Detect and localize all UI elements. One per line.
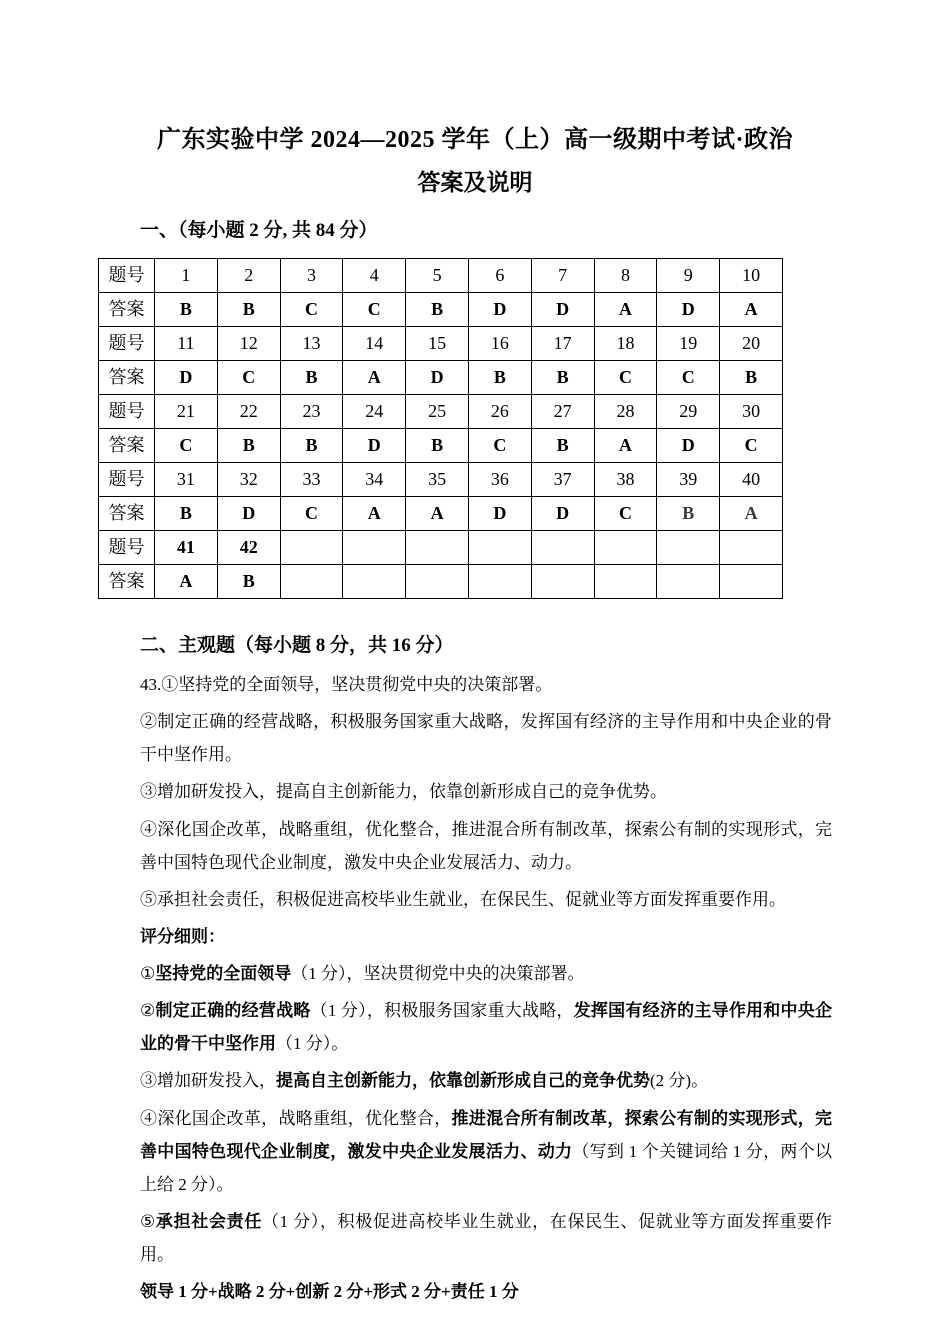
answer-cell: A xyxy=(406,497,469,531)
question-number-cell: 42 xyxy=(217,531,280,565)
answer-cell: C xyxy=(155,429,218,463)
rule-plain-run: （1 分），积极促进高校毕业生就业，在保民生、促就业等方面发挥重要作用。 xyxy=(140,1212,832,1265)
question-number-cell: 1 xyxy=(155,259,218,293)
answer-cell: D xyxy=(468,293,531,327)
answer-point: 43.①坚持党的全面领导，坚决贯彻党中央的决策部署。 xyxy=(140,674,553,694)
answer-cell: A xyxy=(720,293,783,327)
table-row xyxy=(99,361,783,395)
question-number-cell: 15 xyxy=(406,327,469,361)
row-label-answer: 答案 xyxy=(99,565,155,599)
question-number-cell: 26 xyxy=(468,395,531,429)
answer-point: ⑤承担社会责任，积极促进高校毕业生就业，在保民生、促就业等方面发挥重要作用。 xyxy=(140,889,786,909)
rule-marker: ① xyxy=(140,964,156,984)
table-row xyxy=(99,463,783,497)
question-number-cell: 16 xyxy=(468,327,531,361)
question-number-cell: 12 xyxy=(217,327,280,361)
answer-table-container xyxy=(0,244,950,599)
answer-cell: B xyxy=(155,293,218,327)
question-number-cell: 6 xyxy=(468,259,531,293)
question-number-cell xyxy=(280,531,343,565)
question-number-cell: 19 xyxy=(657,327,720,361)
rule-plain-run: （写到 1 个关键词给 1 分，两个以上给 2 分）。 xyxy=(140,1141,833,1194)
rule-marker: ② xyxy=(140,1001,156,1021)
grading-rule xyxy=(140,1064,832,1101)
answer-cell: B xyxy=(406,293,469,327)
question-number-cell: 25 xyxy=(406,395,469,429)
rule-bold-run: 制定正确的经营战略 xyxy=(155,1001,311,1021)
rule-bold-run: 推进混合所有制改革，探索公有制的实现形式，完善中国特色现代企业制度，激发中央企业发展活力、动力 xyxy=(140,1108,833,1161)
row-label-answer: 答案 xyxy=(99,497,155,531)
table-row xyxy=(99,327,783,361)
answer-cell: B xyxy=(720,361,783,395)
answer-cell: B xyxy=(217,293,280,327)
question-number-cell: 29 xyxy=(657,395,720,429)
question-number-cell: 24 xyxy=(343,395,406,429)
answer-cell xyxy=(657,565,720,599)
question-number-cell: 31 xyxy=(155,463,218,497)
grading-rule xyxy=(140,957,832,994)
answer-cell: C xyxy=(657,361,720,395)
rule-plain-run: （1 分），积极服务国家重大战略， xyxy=(310,1001,574,1021)
answer-cell xyxy=(720,565,783,599)
answer-cell xyxy=(343,565,406,599)
question-number-cell: 4 xyxy=(343,259,406,293)
question-number-cell xyxy=(468,531,531,565)
grading-rule xyxy=(140,994,832,1064)
question-number-cell: 9 xyxy=(657,259,720,293)
question-number-cell: 3 xyxy=(280,259,343,293)
question-number-cell: 20 xyxy=(720,327,783,361)
answer-cell: D xyxy=(657,293,720,327)
question-number-cell: 34 xyxy=(343,463,406,497)
row-label-question: 题号 xyxy=(99,463,155,497)
answer-cell: C xyxy=(594,361,657,395)
answer-cell: B xyxy=(217,565,280,599)
answer-cell xyxy=(531,565,594,599)
rule-plain-run: （1 分）。 xyxy=(276,1034,349,1054)
answer-cell: C xyxy=(343,293,406,327)
question-number-cell: 38 xyxy=(594,463,657,497)
rule-plain-run: (2 分)。 xyxy=(650,1071,709,1091)
answer-cell xyxy=(594,565,657,599)
question-number-cell: 41 xyxy=(155,531,218,565)
question-number-cell xyxy=(720,531,783,565)
answer-cell: D xyxy=(531,293,594,327)
answer-points-list xyxy=(140,668,832,920)
answer-cell: B xyxy=(531,361,594,395)
question-number-cell: 17 xyxy=(531,327,594,361)
answer-cell: D xyxy=(406,361,469,395)
table-row xyxy=(99,259,783,293)
answer-cell: C xyxy=(280,293,343,327)
question-number-cell: 21 xyxy=(155,395,218,429)
question-number-cell: 32 xyxy=(217,463,280,497)
rule-bold-run: 坚持党的全面领导 xyxy=(155,964,292,984)
answer-cell: A xyxy=(720,497,783,531)
row-label-answer: 答案 xyxy=(99,361,155,395)
answer-cell xyxy=(406,565,469,599)
table-row xyxy=(99,565,783,599)
question-number-cell: 33 xyxy=(280,463,343,497)
question-number-cell: 39 xyxy=(657,463,720,497)
answer-cell: B xyxy=(280,361,343,395)
row-label-question: 题号 xyxy=(99,395,155,429)
rule-marker: ④ xyxy=(140,1108,158,1128)
question-number-cell: 2 xyxy=(217,259,280,293)
answer-cell: B xyxy=(657,497,720,531)
question-number-cell: 8 xyxy=(594,259,657,293)
question-number-cell xyxy=(594,531,657,565)
answer-cell: C xyxy=(280,497,343,531)
rule-plain-run: 深化国企改革，战略重组，优化整合， xyxy=(157,1108,452,1128)
question-number-cell: 10 xyxy=(720,259,783,293)
subjective-answer-body xyxy=(0,660,950,1313)
question-number-cell: 5 xyxy=(406,259,469,293)
question-number-cell: 27 xyxy=(531,395,594,429)
page-subtitle: 答案及说明 xyxy=(417,170,533,195)
answer-cell: D xyxy=(468,497,531,531)
answer-cell: B xyxy=(531,429,594,463)
question-number-cell: 30 xyxy=(720,395,783,429)
answer-cell: D xyxy=(343,429,406,463)
question-number-cell: 13 xyxy=(280,327,343,361)
grading-rule xyxy=(140,1205,832,1275)
row-label-question: 题号 xyxy=(99,531,155,565)
grading-rules-list xyxy=(140,957,832,1275)
answer-cell: B xyxy=(280,429,343,463)
table-row xyxy=(99,531,783,565)
page-title: 广东实验中学 2024—2025 学年（上）高一级期中考试·政治 xyxy=(156,127,793,153)
rule-marker: ⑤ xyxy=(140,1212,156,1232)
table-row xyxy=(99,497,783,531)
answer-cell: A xyxy=(594,293,657,327)
grading-rule xyxy=(140,1102,832,1205)
rule-plain-run: 增加研发投入， xyxy=(157,1071,276,1091)
answer-cell: C xyxy=(594,497,657,531)
rule-bold-run: 提高自主创新能力，依靠创新形成自己的竞争优势 xyxy=(276,1071,650,1091)
grading-rules-label: 评分细则： xyxy=(140,926,225,946)
question-number-cell: 14 xyxy=(343,327,406,361)
answer-point: ②制定正确的经营战略，积极服务国家重大战略，发挥国有经济的主导作用和中央企业的骨干中坚作用。 xyxy=(140,712,832,765)
question-number-cell: 11 xyxy=(155,327,218,361)
answer-cell: A xyxy=(594,429,657,463)
question-number-cell: 37 xyxy=(531,463,594,497)
question-number-cell xyxy=(657,531,720,565)
answer-cell: B xyxy=(468,361,531,395)
question-number-cell xyxy=(343,531,406,565)
answer-cell: B xyxy=(217,429,280,463)
section-two-heading: 二、主观题（每小题 8 分，共 16 分） xyxy=(140,635,454,657)
answer-cell: C xyxy=(217,361,280,395)
answer-cell: B xyxy=(155,497,218,531)
question-number-cell: 7 xyxy=(531,259,594,293)
table-row xyxy=(99,395,783,429)
table-row xyxy=(99,293,783,327)
row-label-answer: 答案 xyxy=(99,293,155,327)
rule-bold-run: 发挥国有经济的主导作用和中央企业的骨干中坚作用 xyxy=(140,1001,833,1054)
rule-plain-run: （1 分），坚决贯彻党中央的决策部署。 xyxy=(291,964,585,984)
answer-point: ③增加研发投入，提高自主创新能力，依靠创新形成自己的竞争优势。 xyxy=(140,782,667,802)
question-number-cell: 22 xyxy=(217,395,280,429)
answer-point: ④深化国企改革，战略重组，优化整合，推进混合所有制改革，探索公有制的实现形式，完善中国特色现代企业制度，激发中央企业发展活力、动力。 xyxy=(140,819,832,872)
answer-cell: A xyxy=(343,361,406,395)
question-number-cell: 40 xyxy=(720,463,783,497)
question-number-cell: 36 xyxy=(468,463,531,497)
answer-cell: D xyxy=(217,497,280,531)
row-label-question: 题号 xyxy=(99,259,155,293)
objective-answer-table xyxy=(98,258,783,599)
answer-cell: D xyxy=(155,361,218,395)
rule-bold-run: 承担社会责任 xyxy=(155,1212,262,1232)
answer-cell xyxy=(280,565,343,599)
answer-cell: D xyxy=(657,429,720,463)
answer-cell xyxy=(468,565,531,599)
question-number-cell: 23 xyxy=(280,395,343,429)
question-number-cell xyxy=(406,531,469,565)
answer-cell: A xyxy=(343,497,406,531)
answer-table-body xyxy=(99,259,783,599)
answer-cell: D xyxy=(531,497,594,531)
answer-cell: B xyxy=(406,429,469,463)
table-row xyxy=(99,429,783,463)
question-number-cell: 18 xyxy=(594,327,657,361)
answer-cell: A xyxy=(155,565,218,599)
rule-marker: ③ xyxy=(140,1071,157,1091)
answer-cell: C xyxy=(720,429,783,463)
score-breakdown-line: 领导 1 分+战略 2 分+创新 2 分+形式 2 分+责任 1 分 xyxy=(140,1282,519,1302)
question-number-cell: 35 xyxy=(406,463,469,497)
question-number-cell xyxy=(531,531,594,565)
answer-cell: C xyxy=(468,429,531,463)
row-label-answer: 答案 xyxy=(99,429,155,463)
row-label-question: 题号 xyxy=(99,327,155,361)
question-number-cell: 28 xyxy=(594,395,657,429)
section-one-heading: 一、（每小题 2 分, 共 84 分） xyxy=(140,219,378,241)
